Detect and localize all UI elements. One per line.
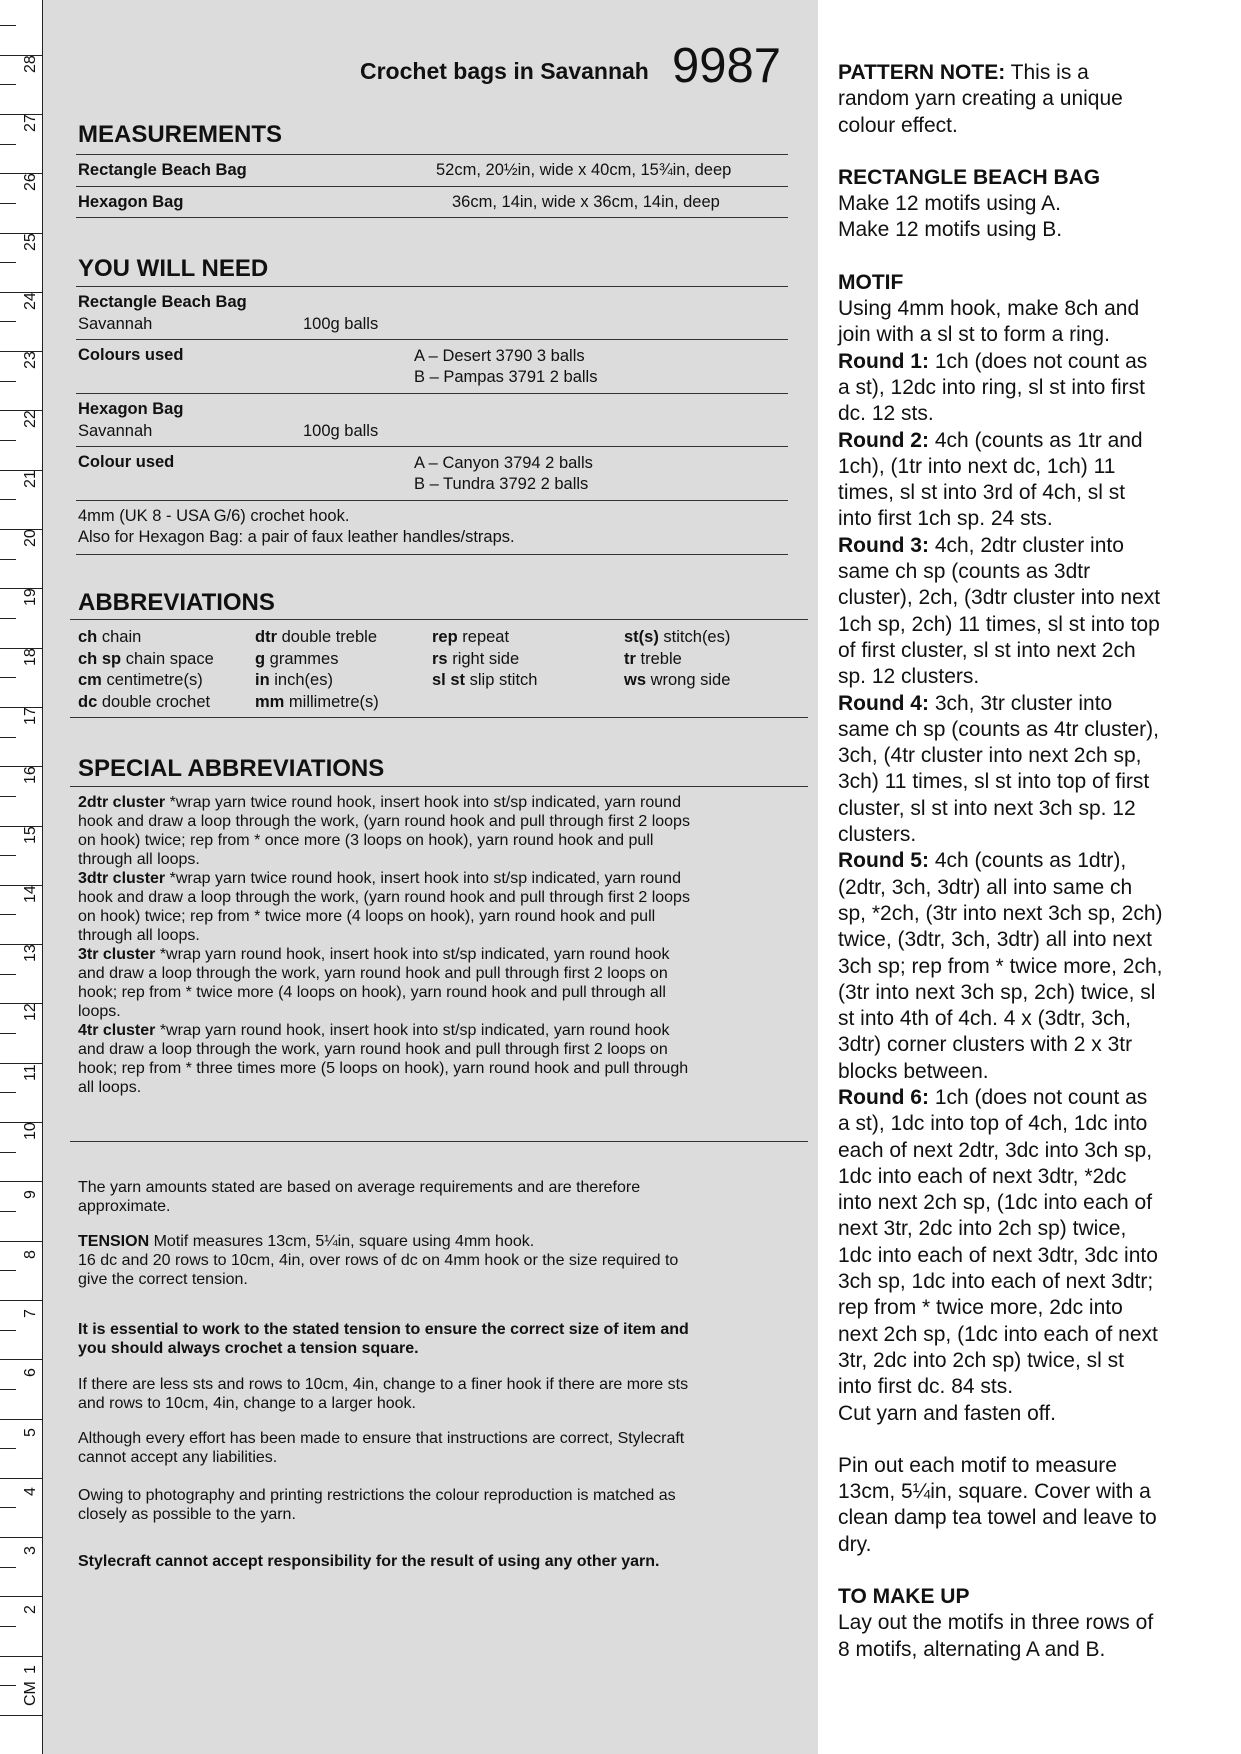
round-line: into next 2ch sp, (1dc into each of — [838, 1191, 1153, 1215]
measurements-heading: MEASUREMENTS — [78, 121, 283, 148]
round-line: next 3tr, 2dc into 2ch sp) twice, — [838, 1217, 1127, 1241]
ruler-tick — [0, 1241, 42, 1242]
motif-heading: MOTIF — [838, 270, 904, 294]
abbreviations-heading: ABBREVIATIONS — [78, 589, 275, 616]
ruler-tick — [0, 914, 16, 915]
round-line: twice, (3dtr, 3ch, 3dtr) all into next — [838, 928, 1152, 952]
ruler-number: 14 — [22, 885, 39, 903]
round-line: 3ch, (4tr cluster into next 2ch sp, — [838, 744, 1142, 768]
ruler-number: 20 — [22, 529, 39, 547]
divider — [76, 446, 788, 447]
ruler-tick — [0, 1448, 16, 1449]
hex-balls: 100g balls — [303, 422, 379, 440]
rect-colour-b: B – Pampas 3791 2 balls — [414, 368, 598, 386]
ruler-number: 9 — [22, 1190, 39, 1200]
round-line: rep from * twice more, 2dc into — [838, 1296, 1123, 1320]
round-1: Round 1: 1ch (does not count as — [838, 349, 1148, 373]
ruler-number: 28 — [22, 54, 39, 73]
round-line: 3ch) 11 times, sl st into top of first — [838, 770, 1150, 794]
ruler-number: 13 — [22, 944, 39, 963]
pin-line: Pin out each motif to measure — [838, 1453, 1117, 1477]
round-line: each of next 2dtr, 3dc into 3ch sp, — [838, 1138, 1153, 1162]
round-line: into first dc. 84 sts. — [838, 1375, 1014, 1399]
abbrev-item: mm millimetre(s) — [255, 693, 379, 711]
ruler-number: 26 — [22, 173, 39, 192]
page-title: Crochet bags in Savannah — [360, 58, 649, 84]
ruler-tick — [0, 381, 16, 382]
measurement-label: Hexagon Bag — [78, 193, 184, 211]
you-will-need-heading: YOU WILL NEED — [78, 255, 269, 282]
ruler-number: 19 — [22, 588, 39, 607]
ruler-tick — [0, 1656, 42, 1657]
divider — [76, 339, 788, 340]
ruler-number: 3 — [22, 1546, 39, 1556]
hex-colour-b: B – Tundra 3792 2 balls — [414, 475, 589, 493]
measurement-value: 36cm, 14in, wide x 36cm, 14in, deep — [452, 193, 720, 211]
ruler-tick — [0, 1478, 42, 1479]
ruler-number: 2 — [22, 1605, 39, 1615]
round-6: Round 6: 1ch (does not count as — [838, 1085, 1148, 1109]
motif-line: Using 4mm hook, make 8ch and — [838, 297, 1140, 321]
rect-line: Make 12 motifs using A. — [838, 192, 1061, 216]
ruler-tick — [0, 499, 16, 500]
rect-bag-title: Rectangle Beach Bag — [78, 293, 247, 311]
ruler-tick — [0, 1685, 16, 1686]
ruler-number: 11 — [22, 1064, 39, 1081]
ruler-tick — [0, 855, 16, 856]
essential-note: It is essential to work to the stated tension to ensure the correct size of item and you should always crochet a tension square. — [78, 1321, 689, 1357]
pattern-note-line: colour effect. — [838, 113, 958, 137]
hex-colours-label: Colour used — [78, 453, 175, 471]
round-line: (2dtr, 3ch, 3dtr) all into same ch — [838, 875, 1133, 899]
ruler-number: 8 — [22, 1249, 39, 1259]
ruler-number: 7 — [22, 1308, 39, 1318]
cm-ruler — [0, 0, 43, 1754]
round-line: st into 4th of 4ch. 4 x (3dtr, 3ch, — [838, 1007, 1131, 1031]
hex-bag-title: Hexagon Bag — [78, 400, 184, 418]
divider — [70, 786, 808, 787]
round-line: 3ch sp; rep from * twice more, 2ch, — [838, 954, 1163, 978]
make-up-line: Lay out the motifs in three rows of — [838, 1611, 1154, 1635]
divider — [76, 286, 788, 287]
abbrev-item: rs right side — [432, 650, 520, 668]
ruler-tick — [0, 796, 16, 797]
ruler-number: 15 — [22, 825, 39, 844]
divider — [70, 1141, 808, 1142]
rect-colours-label: Colours used — [78, 346, 184, 364]
abbrev-item: ch sp chain space — [78, 650, 214, 668]
round-3: Round 3: 4ch, 2dtr cluster into — [838, 533, 1124, 557]
rect-balls: 100g balls — [303, 315, 379, 333]
hook-change-note: If there are less sts and rows to 10cm, 4in, change to a finer hook if there are more sts and rows to 10cm, 4in, change to a larger hook. — [78, 1376, 689, 1412]
round-line: (3tr into next 3ch sp, 2ch) twice, sl — [838, 980, 1156, 1004]
round-line: cluster, sl st into next 3ch sp. 12 — [838, 796, 1136, 820]
pin-line: clean damp tea towel and leave to — [838, 1506, 1157, 1530]
round-line: a st), 1dc into top of 4ch, 1dc into — [838, 1112, 1148, 1136]
round-line: of first cluster, sl st into next 2ch — [838, 638, 1136, 662]
round-line: a st), 12dc into ring, sl st into first — [838, 375, 1145, 399]
ruler-unit: CM — [22, 1681, 39, 1706]
divider — [76, 154, 788, 155]
pattern-number: 9987 — [672, 39, 782, 93]
ruler-tick — [0, 1507, 16, 1508]
ruler-tick — [0, 1419, 42, 1420]
divider — [76, 217, 788, 218]
special-abbreviations-heading: SPECIAL ABBREVIATIONS — [78, 755, 385, 782]
divider — [76, 554, 788, 555]
ruler-tick — [0, 974, 16, 975]
ruler-tick — [0, 1181, 42, 1182]
special-abbrev-item: 2dtr cluster *wrap yarn twice round hook, insert hook into st/sp indicated, yarn round hook and draw a loop through the work, (yarn round hook and pull through first 2 loops on hook) twice; rep from * once more (3 loops on hook), yarn round hook and pull through all loops. 3dtr cluster *wrap yarn twice round hook, insert hook into st/sp indicated, yarn round hook and draw a loop through the work, (yarn round hook and pull through first 2 loops on hook) twice; rep from * twice more (4 loops on hook), yarn round hook and pull through all loops. 3tr cluster *wrap yarn round hook, insert hook into st/sp indicated, yarn round hook and draw a loop through the work, yarn round hook and pull through first 2 loops on hook; rep from * twice more (4 loops on hook), yarn round hook and pull through all loops. 4tr cluster *wrap yarn round hook, insert hook into st/sp indicated, yarn round hook and draw a loop through the work, yarn round hook and pull through first 2 loops on hook; rep from * three times more (5 loops on hook), yarn round hook and pull through all loops. — [78, 794, 690, 1096]
ruler-tick — [0, 1359, 42, 1360]
hex-colour-a: A – Canyon 3794 2 balls — [414, 454, 593, 472]
ruler-tick — [0, 1152, 16, 1153]
abbrev-item: st(s) stitch(es) — [624, 628, 731, 646]
ruler-tick — [0, 559, 16, 560]
round-line: into first 1ch sp. 24 sts. — [838, 507, 1053, 531]
abbrev-item: ch chain — [78, 628, 142, 646]
liability-note: Although every effort has been made to ensure that instructions are correct, Stylecraft cannot accept any liabilities. — [78, 1430, 685, 1466]
ruler-tick — [0, 144, 16, 145]
make-up-heading: TO MAKE UP — [838, 1585, 970, 1609]
ruler-number: 1 — [22, 1664, 39, 1674]
pattern-note: PATTERN NOTE: This is a — [838, 61, 1089, 84]
divider — [76, 186, 788, 187]
rect-colour-a: A – Desert 3790 3 balls — [414, 347, 585, 365]
ruler-number: 18 — [22, 647, 39, 666]
abbrev-item: tr treble — [624, 650, 682, 668]
round-line: same ch sp (counts as 3dtr — [838, 560, 1091, 584]
ruler-tick — [0, 1270, 16, 1271]
hex-yarn: Savannah — [78, 422, 153, 440]
abbrev-item: dtr double treble — [255, 628, 377, 646]
abbrev-item: cm centimetre(s) — [78, 671, 203, 689]
divider — [70, 717, 808, 718]
tension-note: TENSION Motif measures 13cm, 5¼in, square using 4mm hook. 16 dc and 20 rows to 10cm, 4in, over rows of dc on 4mm hook or the size required to give the correct tension. — [78, 1233, 679, 1288]
abbrev-item: dc double crochet — [78, 693, 211, 711]
ruler-tick — [0, 84, 16, 85]
round-4: Round 4: 3ch, 3tr cluster into — [838, 691, 1113, 715]
pin-line: dry. — [838, 1532, 872, 1556]
divider — [70, 619, 808, 620]
rect-yarn: Savannah — [78, 315, 153, 333]
motif-line: join with a sl st to form a ring. — [838, 323, 1110, 347]
round-line: sp, *2ch, (3tr into next 3ch sp, 2ch) — [838, 901, 1163, 925]
ruler-tick — [0, 677, 16, 678]
round-line: clusters. — [838, 823, 917, 847]
ruler-tick — [0, 1092, 16, 1093]
ruler-number: 5 — [22, 1427, 39, 1437]
ruler-tick — [0, 25, 16, 26]
round-line: times, sl st into 3rd of 4ch, sl st — [838, 481, 1126, 505]
ruler-number: 21 — [22, 469, 39, 488]
round-line: 1dc into each of next 3dtr, *2dc — [838, 1164, 1127, 1188]
ruler-tick — [0, 1300, 42, 1301]
round-line: 3tr, 2dc into 2ch sp) twice, sl st — [838, 1348, 1124, 1372]
round-line: dc. 12 sts. — [838, 402, 934, 426]
ruler-number: 4 — [22, 1486, 39, 1496]
round-line: next 2ch sp, (1dc into each of next — [838, 1322, 1158, 1346]
rect-line: Make 12 motifs using B. — [838, 218, 1063, 242]
ruler-tick — [0, 1715, 42, 1716]
ruler-number: 25 — [22, 232, 39, 251]
ruler-number: 23 — [22, 351, 39, 370]
responsibility-note: Stylecraft cannot accept responsibility for the result of using any other yarn. — [78, 1553, 660, 1570]
ruler-tick — [0, 440, 16, 441]
pattern-note-line: random yarn creating a unique — [838, 87, 1123, 111]
ruler-number: 10 — [22, 1122, 39, 1140]
round-2: Round 2: 4ch (counts as 1tr and — [838, 428, 1143, 452]
rect-bag-heading: RECTANGLE BEACH BAG — [838, 165, 1101, 189]
abbrev-item: rep repeat — [432, 628, 510, 646]
divider — [76, 393, 788, 394]
ruler-tick — [0, 1330, 16, 1331]
ruler-tick — [0, 618, 16, 619]
hook-info: 4mm (UK 8 - USA G/6) crochet hook. — [78, 507, 350, 525]
round-5: Round 5: 4ch (counts as 1dtr), — [838, 849, 1127, 873]
round-line: 1ch), (1tr into next dc, 1ch) 11 — [838, 454, 1116, 478]
pin-line: 13cm, 5¼in, square. Cover with a — [838, 1480, 1151, 1504]
abbrev-item: ws wrong side — [624, 671, 731, 689]
round-line: 1dc into each of next 3dtr, 3dc into — [838, 1243, 1158, 1267]
yarn-amounts-note: The yarn amounts stated are based on average requirements and are therefore approximate. — [78, 1179, 641, 1215]
ruler-tick — [0, 321, 16, 322]
extra-info: Also for Hexagon Bag: a pair of faux leather handles/straps. — [78, 528, 515, 546]
ruler-tick — [0, 1389, 16, 1390]
round-line: 1ch sp, 2ch) 11 times, sl st into top — [838, 612, 1160, 636]
ruler-tick — [0, 1626, 16, 1627]
ruler-number: 16 — [22, 766, 39, 785]
measurement-label: Rectangle Beach Bag — [78, 161, 247, 179]
ruler-tick — [0, 1537, 42, 1538]
ruler-number: 27 — [22, 114, 39, 132]
round-line: 3dtr) corner clusters with 2 x 3tr — [838, 1033, 1133, 1057]
ruler-number: 24 — [22, 292, 39, 310]
make-up-line: 8 motifs, alternating A and B. — [838, 1637, 1106, 1661]
round-line: 3ch sp, 1dc into each of next 3dtr; — [838, 1270, 1154, 1294]
abbrev-item: sl st slip stitch — [432, 671, 538, 689]
ruler-tick — [0, 737, 16, 738]
round-line: sp. 12 clusters. — [838, 665, 980, 689]
abbrev-item: g grammes — [255, 650, 339, 668]
ruler-tick — [0, 1596, 42, 1597]
abbrev-item: in inch(es) — [255, 671, 333, 689]
measurement-value: 52cm, 20½in, wide x 40cm, 15¾in, deep — [436, 161, 732, 179]
round-line: cluster), 2ch, (3dtr cluster into next — [838, 586, 1161, 610]
ruler-tick — [0, 1033, 16, 1034]
pattern-instructions — [838, 60, 1228, 1663]
ruler-tick — [0, 262, 16, 263]
round-line: same ch sp (counts as 4tr cluster), — [838, 717, 1159, 741]
ruler-number: 6 — [22, 1368, 39, 1378]
round-line: blocks between. — [838, 1059, 989, 1083]
ruler-tick — [0, 1211, 16, 1212]
photo-note: Owing to photography and printing restrictions the colour reproduction is matched as closely as possible to the yarn. — [78, 1487, 676, 1523]
ruler-number: 12 — [22, 1003, 39, 1022]
ruler-number: 22 — [22, 410, 39, 429]
divider — [76, 500, 788, 501]
fasten-off: Cut yarn and fasten off. — [838, 1401, 1056, 1425]
ruler-tick — [0, 1567, 16, 1568]
ruler-number: 17 — [22, 707, 39, 725]
ruler-tick — [0, 203, 16, 204]
